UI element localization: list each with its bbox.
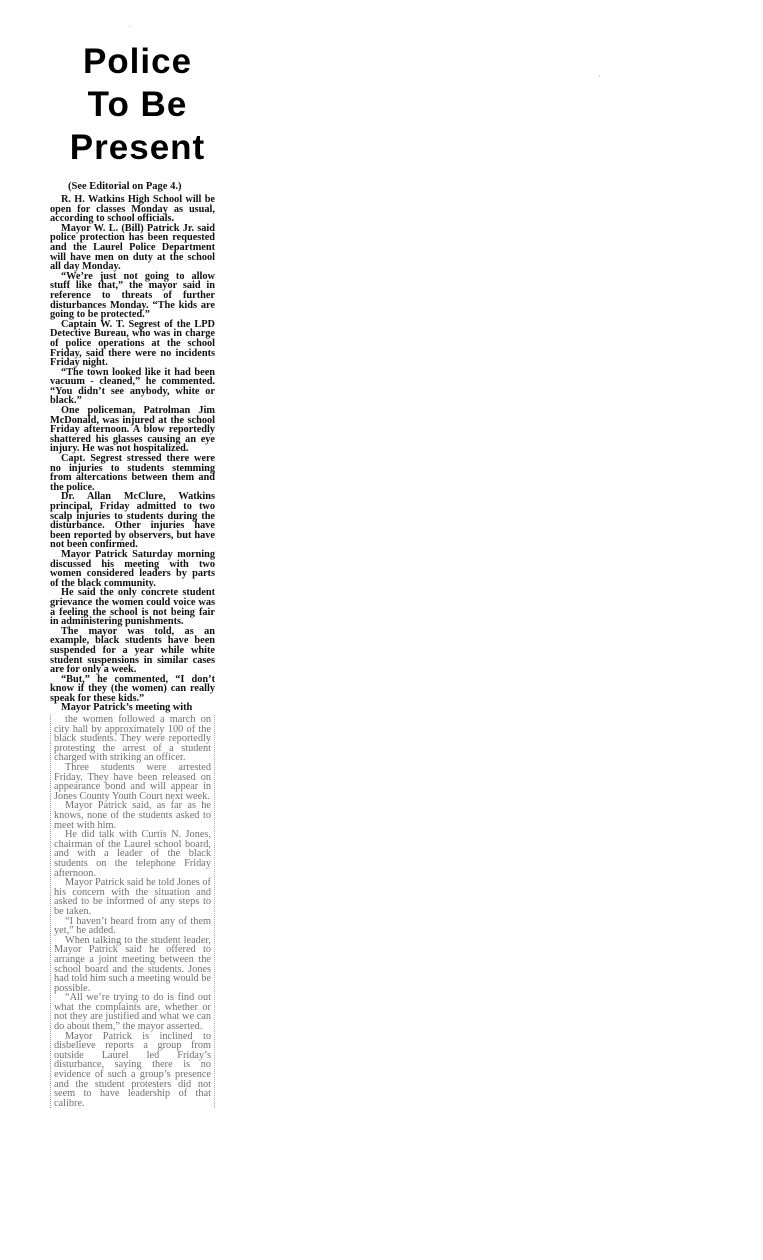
- article-paragraph: “All we’re trying to do is find out what the complaints are, whether or not they are justified and what we can do about them,” the mayor asserted.: [54, 992, 211, 1033]
- article-paragraph: Captain W. T. Segrest of the LPD Detective Bureau, who was in charge of police operations at the school Friday, said there were no incidents Friday night.: [50, 318, 215, 369]
- article-paragraph: “I haven’t heard from any of them yet,” he added.: [54, 915, 211, 937]
- article-paragraph: Mayor W. L. (Bill) Patrick Jr. said police protection has been requested and the Laurel Police Department will have men on duty at the school all day Monday.: [50, 222, 215, 273]
- editorial-reference: (See Editorial on Page 4.): [68, 181, 182, 192]
- scan-speck: ·: [598, 72, 602, 83]
- scan-speck: ·: [128, 22, 132, 33]
- article-paragraph: When talking to the student leader, Mayor Patrick said he offered to arrange a joint meeting between the school board and the students. Jones had told him such a meeting would be possible.: [54, 934, 211, 994]
- article-paragraph: the women followed a march on city hall by approximately 100 of the black students. They were reportedly protesting the arrest of a student charged with striking an officer.: [54, 714, 211, 764]
- article-paragraph: He did talk with Curtis N. Jones, chairman of the Laurel school board, and with a leader of the black students on the telephone Friday afternoon.: [54, 829, 211, 879]
- article-paragraph: Capt. Segrest stressed there were no injuries to students stemming from altercations between them and the police.: [50, 453, 215, 493]
- article-paragraph: Mayor Patrick Saturday morning discussed his meeting with two women considered leaders by parts of the black community.: [50, 548, 215, 589]
- headline-line: Present: [69, 128, 206, 167]
- article-paragraph: Mayor Patrick’s meeting with: [61, 702, 193, 714]
- article-paragraph: R. H. Watkins High School will be open for classes Monday as usual, according to school officials.: [50, 194, 215, 225]
- article-paragraph: One policeman, Patrolman Jim McDonald, was injured at the school Friday afternoon. A blow reportedly shattered his glasses causing an eye injury. He was not hospitalized.: [50, 405, 215, 455]
- headline-line: Police: [82, 42, 193, 81]
- article-paragraph: He said the only concrete student grievance the women could voice was a feeling the school is not being fair in administering punishments.: [50, 587, 215, 628]
- article-paragraph: The mayor was told, as an example, black students have been suspended for a year while white student suspensions in similar cases are for only a week.: [50, 625, 215, 676]
- news-clipping: [50, 40, 215, 1108]
- article-paragraph: “We’re just not going to allow stuff like that,” the mayor said in reference to threats of further disturbances Monday. “The kids are going to be protected.”: [50, 270, 215, 321]
- article-paragraph: Dr. Allan McClure, Watkins principal, Friday admitted to two scalp injuries to students during the disturbance. Other injuries have been reported by observers, but have not been confirmed.: [50, 491, 215, 551]
- headline: [50, 40, 215, 169]
- article-paragraph: “The town looked like it had been vacuum - cleaned,” he commented. “You didn’t see anybody, white or black.”: [50, 366, 215, 407]
- article-paragraph: “But,” he commented, “I don’t know if they (the women) can really speak for these kids.”: [50, 673, 215, 704]
- article-paragraph: Mayor Patrick is inclined to disbelieve reports a group from outside Laurel led Friday’s disturbance, saying there is no evidence of such a group’s presence and the student protesters did not seem to have leadership of that calibre.: [54, 1030, 211, 1109]
- article-continuation: [50, 715, 215, 1108]
- article-paragraph: Three students were arrested Friday. They have been released on appearance bond and will appear in Jones County Youth Court next week.: [54, 762, 211, 802]
- article-body: [50, 195, 215, 713]
- headline-line: To Be: [87, 85, 188, 124]
- article-paragraph: Mayor Patrick said he told Jones of his concern with the situation and asked to be informed of any steps to be taken.: [54, 877, 211, 917]
- article-paragraph: Mayor Patrick said, as far as he knows, none of the students asked to meet with him.: [54, 800, 211, 831]
